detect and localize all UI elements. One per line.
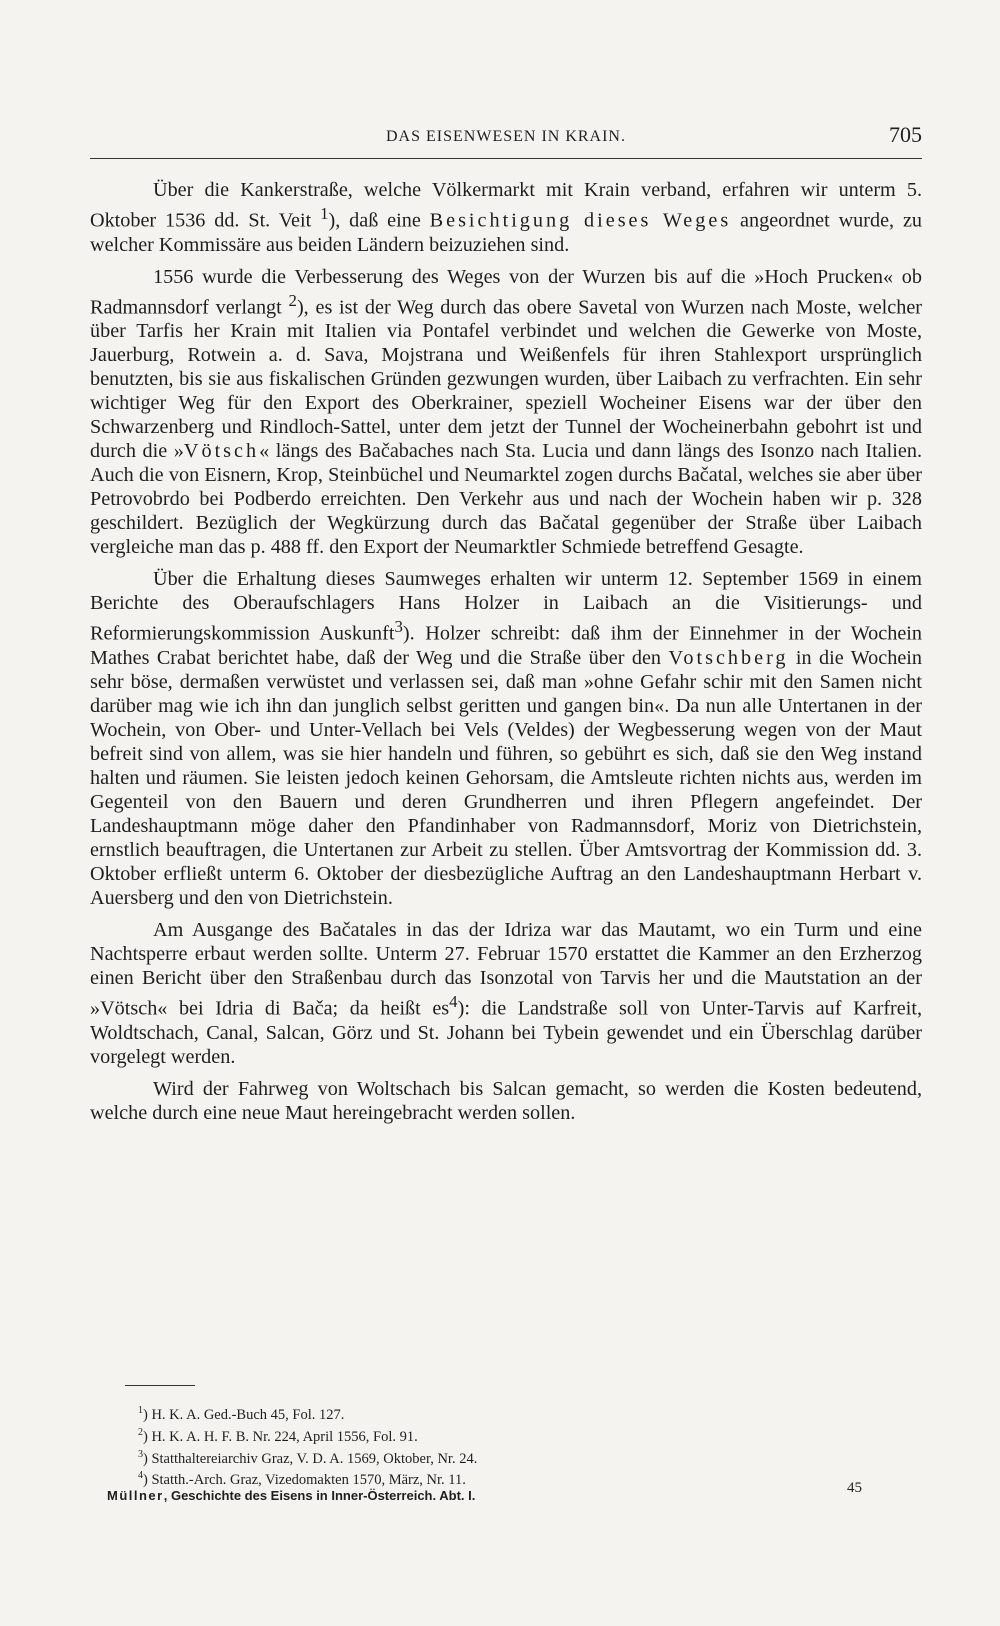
text-run: angeordnet wurde, zu welcher Kommissäre aus beiden Ländern beizuziehen sind.	[90, 209, 922, 256]
paragraph-2	[90, 265, 922, 560]
imprint-title: , Geschichte des Eisens in Inner-Österreich. Abt. I.	[163, 1488, 476, 1503]
footnote-text: ) H. K. A. Ged.-Buch 45, Fol. 127.	[143, 1406, 345, 1423]
footnotes	[138, 1402, 898, 1489]
footnote-mark: 2	[138, 1426, 143, 1438]
running-head	[90, 118, 922, 159]
text-run: Am Ausgange des Bačatales in das der Idriza war das Mautamt, wo ein Turm und eine Nachtsperre erbaut werden sollte. Unterm 27. Februar 1570 erstattet die Kammer an den Erzherzog einen Bericht über den Straßenbau durch das Isonzotal von Tarvis her und die Mautstation an der »Vötsch« bei Idria di Bača; da heißt es	[90, 919, 922, 1020]
text-run: in die Wochein sehr böse, dermaßen verwüstet und verlassen sei, daß man »ohne Gefahr schir mit den Samen nicht darüber mag wie ich ihn dan junglich selbst geritten und gangen bin«. Da nun alle Untertanen in der Wochein, von Ober- und Unter-Vellach bei Vels (Veldes) der Wegbesserung wegen von der Maut befreit sind von allem, was sie hier handeln und führen, so gebührt es sich, daß sie den Weg instand halten und räumen. Sie leisten jedoch keinen Gehorsam, die Amtsleute richten nichts aus, werden im Gegenteil von den Bauern und deren Grundherren und ihren Pflegern angefeindet. Der Landeshauptmann möge daher den Pfandinhaber von Radmannsdorf, Moriz von Dietrichstein, ernstlich beauftragen, die Untertanen zur Arbeit zu stellen. Über Amtsvortrag der Kommission dd. 3. Oktober erfließt unterm 6. Oktober der diesbezügliche Auftrag an den Landeshauptmann Herbart v. Auersberg und den von Dietrichstein.	[90, 647, 922, 910]
spaced-emphasis: Vötsch	[183, 440, 260, 463]
footnote-ref-1: 1	[320, 204, 329, 223]
footnote-text: ) Statth.-Arch. Graz, Vizedomakten 1570, März, Nr. 11.	[143, 1472, 466, 1489]
text-run: « längs des Bačabaches nach Sta. Lucia und dann längs des Isonzo nach Italien. Auch die von Eisnern, Krop, Steinbüchel und Neumarktel zogen durchs Bačatal, welches sie aber über Petrovobrdo bei Podberdo erreichten. Den Verkehr aus und nach der Wochein haben wir p. 328 geschildert. Bezüglich der Wegkürzung durch das Bačatal gegenüber der Straße über Laibach vergleiche man das p. 488 ff. den Export der Neumarktler Schmiede betreffend Gesagte.	[90, 440, 922, 559]
footnote-text: ) H. K. A. H. F. B. Nr. 224, April 1556, Fol. 91.	[143, 1428, 418, 1445]
footnote-ref-3: 3	[394, 617, 403, 637]
signature-mark: 45	[847, 1480, 862, 1496]
spaced-emphasis: Besichtigung dieses Weges	[429, 209, 732, 232]
footnote-mark: 4	[138, 1470, 143, 1482]
text-run: ): die Landstraße soll von Unter-Tarvis auf Karfreit, Woldtschach, Canal, Salcan, Görz und St. Johann bei Tybein gewendet und ein Überschlag darüber vorgelegt werden.	[90, 997, 922, 1068]
text-run: Über die Erhaltung dieses Saumweges erhalten wir unterm 12. September 1569 in einem Berichte des Oberaufschlagers Hans Holzer in Laibach an die Visitierungs- und Reformierungskommission Auskunft	[90, 568, 922, 646]
paragraph-1	[90, 178, 922, 257]
paragraph-3	[90, 567, 922, 910]
text-run: ), es ist der Weg durch das obere Savetal von Wurzen nach Moste, welcher über Tarfis her Krain mit Italien via Pontafel verbindet und welchen die Gewerke von Moste, Jauerburg, Rotwein a. d. Sava, Mojstrana und Weißenfels für ihren Stahlexport ursprünglich benutzten, bis sie aus fiskalischen Gründen gezwungen wurden, über Laibach zu verfrachten. Ein sehr wichtiger Weg für den Export des Oberkrainer, speziell Wocheiner Eisens war der über den Schwarzenberg und Rindloch-Sattel, unter dem jetzt der Tunnel der Wocheinerbahn gebohrt ist und durch die »	[90, 296, 923, 463]
body-text	[90, 178, 922, 1133]
footnote	[138, 1402, 898, 1424]
text-run: ), daß eine	[328, 209, 430, 232]
running-title: DAS EISENWESEN IN KRAIN.	[386, 128, 626, 145]
footnote-mark: 1	[138, 1405, 143, 1416]
page-number: 705	[889, 122, 922, 147]
footnote	[138, 1467, 898, 1489]
footnote-mark: 3	[138, 1448, 143, 1460]
footnote-rule	[125, 1385, 195, 1386]
paragraph-5: Wird der Fahrweg von Woltschach bis Salcan gemacht, so werden die Kosten bedeutend, welche durch eine neue Maut hereingebracht werden sollen.	[90, 1077, 922, 1124]
text-run: Über die Kankerstraße, welche Völkermarkt mit Krain verband, erfahren wir unterm 5. Oktober 1536 dd. St. Veit	[90, 179, 922, 232]
paragraph-4	[90, 918, 922, 1069]
footnote-ref-2: 2	[288, 290, 297, 310]
text-run: 1556 wurde die Verbesserung des Weges von der Wurzen bis auf die »Hoch Prucken« ob Radmannsdorf verlangt	[90, 265, 922, 319]
footnote-text: ) Statthaltereiarchiv Graz, V. D. A. 1569, Oktober, Nr. 24.	[143, 1450, 478, 1467]
footnote	[138, 1446, 898, 1468]
footnote	[138, 1424, 898, 1446]
footnote-ref-4: 4	[449, 992, 458, 1012]
imprint-author: Müllner	[107, 1488, 164, 1503]
spaced-emphasis: Votschberg	[668, 647, 789, 670]
text-run: ). Holzer schreibt: daß ihm der Einnehmer in der Wochein Mathes Crabat berichtet habe, daß der Weg und die Straße über den	[90, 623, 922, 670]
